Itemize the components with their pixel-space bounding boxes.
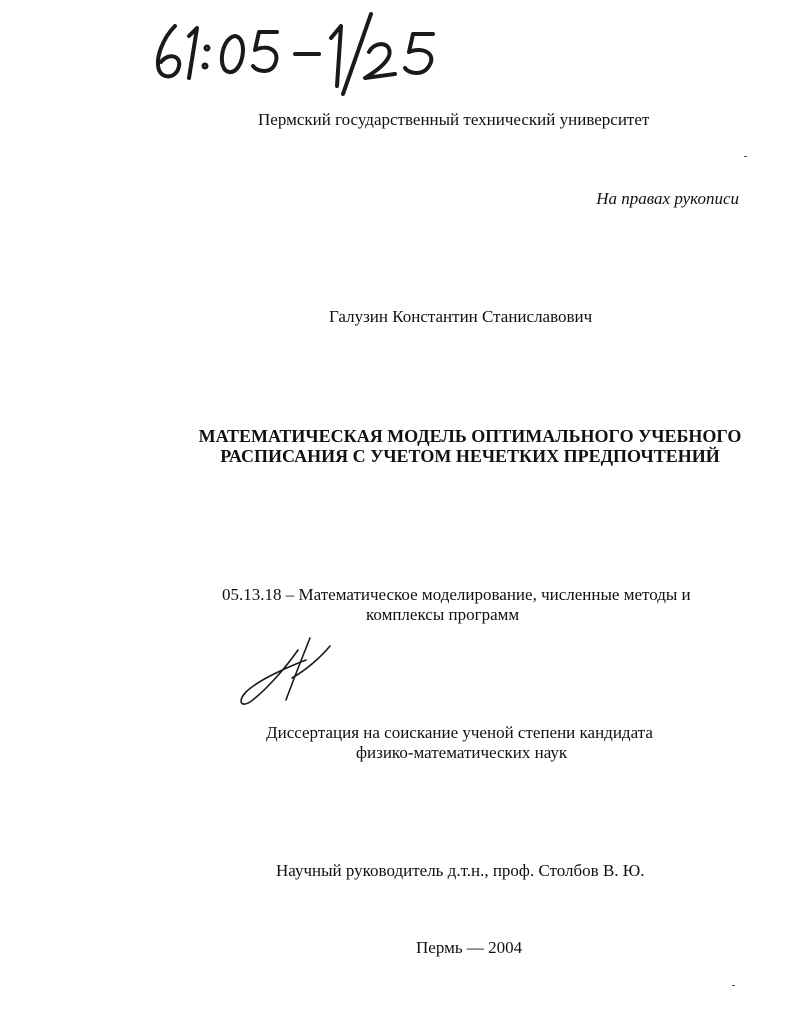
thesis-title-line-2: РАСПИСАНИЯ С УЧЕТОМ НЕЧЕТКИХ ПРЕДПОЧТЕНИЙ: [220, 446, 720, 466]
handwritten-archive-mark: [145, 8, 455, 98]
author-name: Галузин Константин Станиславович: [329, 307, 593, 326]
city-and-year: Пермь — 2004: [416, 938, 523, 957]
specialty-line-2: комплексы программ: [366, 605, 520, 624]
manuscript-rights-note: На правах рукописи: [596, 189, 739, 208]
handwritten-signature: [236, 630, 336, 710]
university-name: Пермский государственный технический университет: [258, 110, 650, 129]
thesis-title-line-1: МАТЕМАТИЧЕСКАЯ МОДЕЛЬ ОПТИМАЛЬНОГО УЧЕБНОГО: [198, 426, 742, 446]
scan-speck: [744, 156, 747, 157]
dissertation-degree-line-1: Диссертация на соискание ученой степени кандидата: [266, 723, 653, 742]
scan-speck: [732, 985, 735, 986]
specialty-line-1: 05.13.18 – Математическое моделирование, численные методы и: [222, 585, 691, 604]
dissertation-degree-line-2: физико-математических наук: [356, 743, 568, 762]
scientific-advisor: Научный руководитель д.т.н., проф. Столбов В. Ю.: [276, 861, 645, 880]
